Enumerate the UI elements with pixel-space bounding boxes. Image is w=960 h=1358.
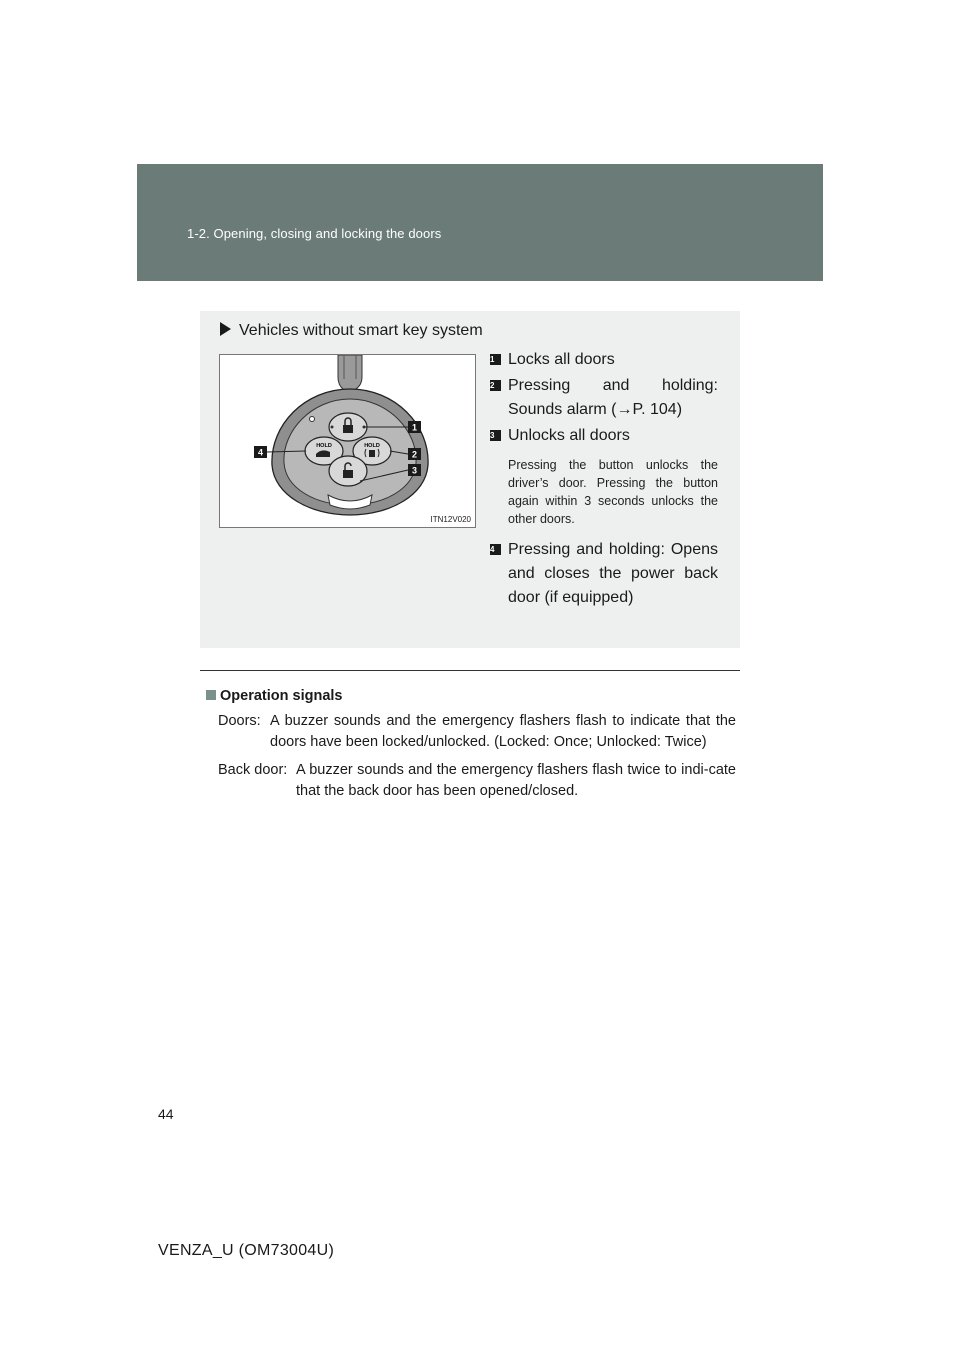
note-text: A buzzer sounds and the emergency flashers flash to indicate that the doors have been locked/unlocked. (Locked: Once; Unlocked: Twice) bbox=[270, 713, 736, 750]
callout-item bbox=[490, 348, 718, 372]
document-id: VENZA_U (OM73004U) bbox=[158, 1242, 335, 1259]
key-fob-illustration bbox=[219, 354, 476, 528]
callout-item bbox=[490, 538, 718, 610]
panel-heading-text: Vehicles without smart key system bbox=[239, 322, 483, 339]
callout-badge: 3 bbox=[490, 430, 501, 441]
callout-text: Locks all doors bbox=[508, 351, 615, 368]
section-header bbox=[137, 164, 823, 281]
page-number: 44 bbox=[158, 1106, 174, 1122]
note-label: Back door: bbox=[218, 762, 288, 778]
callout-list bbox=[490, 348, 718, 610]
callout-text: Unlocks all doors bbox=[508, 427, 630, 444]
square-bullet-icon bbox=[206, 690, 216, 700]
callout-number-2: 2 bbox=[411, 449, 418, 460]
note-entry-doors bbox=[206, 711, 736, 753]
callout-note: Pressing the button unlocks the driver’s door. Pressing the button again within 3 seconds unlocks the other doors. bbox=[508, 458, 718, 526]
operation-signals bbox=[206, 688, 736, 802]
key-panel bbox=[200, 311, 740, 648]
callout-text: Pressing and holding: Opens and closes the power back door (if equipped) bbox=[508, 541, 718, 606]
callout-number-4: 4 bbox=[257, 447, 264, 458]
callout-text: Pressing and holding: Sounds alarm (→P. 104) bbox=[508, 377, 718, 418]
notes-heading-text: Operation signals bbox=[220, 688, 343, 704]
figure-code: ITN12V020 bbox=[430, 515, 471, 524]
notes-heading bbox=[206, 688, 736, 704]
callout-badge: 4 bbox=[490, 544, 501, 555]
hold-label-right: HOLD bbox=[364, 443, 380, 449]
callout-number-1: 1 bbox=[411, 422, 418, 433]
callout-item bbox=[490, 424, 718, 448]
hold-label-left: HOLD bbox=[316, 443, 332, 449]
note-text: A buzzer sounds and the emergency flashers flash twice to indi-cate that the back door has been opened/closed. bbox=[296, 762, 736, 799]
callout-item bbox=[490, 374, 718, 422]
callout-number-3: 3 bbox=[411, 465, 418, 476]
callout-badge: 2 bbox=[490, 380, 501, 391]
triangle-bullet-icon bbox=[220, 322, 231, 336]
key-fob-drawing bbox=[220, 355, 475, 527]
section-title: 1-2. Opening, closing and locking the doors bbox=[187, 226, 442, 241]
callout-badge: 1 bbox=[490, 354, 501, 365]
panel-heading bbox=[220, 322, 483, 340]
note-label: Doors: bbox=[218, 713, 261, 729]
section-divider bbox=[200, 670, 740, 671]
note-entry-back-door bbox=[206, 760, 736, 802]
